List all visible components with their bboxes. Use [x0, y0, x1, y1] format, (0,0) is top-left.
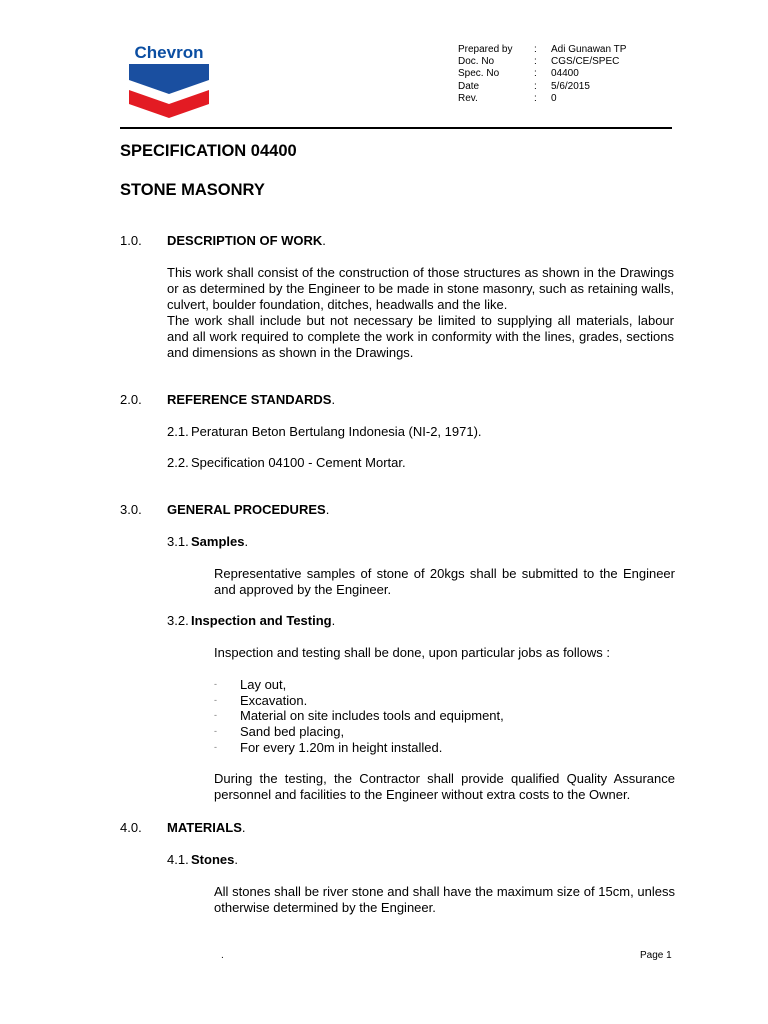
reference-item: 2.1. Peraturan Beton Bertulang Indonesia (NI-2, 1971). — [167, 424, 482, 439]
list-item: - Excavation. — [214, 692, 308, 708]
samples-paragraph: Representative samples of stone of 20kgs shall be submitted to the Engineer and approved by the Engineer. — [214, 566, 675, 597]
section-3-title: GENERAL PROCEDURES. — [167, 502, 330, 517]
meta-prepared-by: Prepared by : Adi Gunawan TP — [458, 44, 627, 55]
subsection-samples-heading: 3.1. Samples. — [167, 534, 249, 549]
section-4-number: 4.0. — [120, 820, 142, 835]
section-1-paragraph-2: The work shall include but not necessary be limited to supplying all materials, labour and all work required to complete the work in conformity with the lines, grades, sections and dimensions as shown in the Drawings. — [167, 313, 674, 360]
meta-spec-no: Spec. No : 04400 — [458, 68, 579, 80]
inspection-bullet-list — [214, 677, 504, 756]
document-meta — [458, 44, 626, 105]
spec-heading: SPECIFICATION 04400 — [120, 142, 297, 160]
section-1-body — [167, 265, 674, 361]
subsection-inspection-heading: 3.2. Inspection and Testing. — [167, 613, 336, 628]
inspection-intro: Inspection and testing shall be done, upon particular jobs as follows : — [214, 645, 611, 660]
list-item: - Sand bed placing, — [214, 724, 345, 740]
meta-date: Date : 5/6/2015 — [458, 80, 590, 92]
reference-item: 2.2. Specification 04100 - Cement Mortar. — [167, 455, 406, 470]
section-1-number: 1.0. — [120, 233, 142, 248]
meta-doc-no: Doc. No : CGS/CE/SPEC — [458, 56, 620, 68]
meta-rev: Rev. : 0 — [458, 92, 557, 104]
page-number: Page 1 — [640, 950, 672, 961]
chevron-logo — [124, 44, 214, 120]
testing-paragraph: During the testing, the Contractor shall provide qualified Quality Assurance personnel and facilities to the Engineer without extra costs to the Owner. — [214, 771, 675, 802]
section-1-paragraph-1: This work shall consist of the construction of those structures as shown in the Drawings or as determined by the Engineer to be made in stone masonry, such as retaining walls, culvert, boulder foundation, ditches, headwalls and the like. — [167, 265, 674, 312]
header-divider — [120, 127, 672, 129]
section-4-title: MATERIALS. — [167, 820, 246, 835]
section-3-number: 3.0. — [120, 502, 142, 517]
list-item: - For every 1.20m in height installed. — [214, 739, 443, 755]
logo-wordmark: Chevron — [134, 44, 204, 62]
section-2-title: REFERENCE STANDARDS. — [167, 392, 336, 407]
list-item: - Material on site includes tools and equipment, — [214, 708, 504, 724]
document-title: STONE MASONRY — [120, 181, 265, 199]
list-item: - Lay out, — [214, 677, 287, 692]
footer-mark: . — [221, 950, 224, 961]
section-1-title: DESCRIPTION OF WORK. — [167, 233, 326, 248]
stones-paragraph: All stones shall be river stone and shall have the maximum size of 15cm, unless otherwise determined by the Engineer. — [214, 884, 675, 915]
section-2-number: 2.0. — [120, 392, 142, 407]
subsection-stones-heading: 4.1. Stones. — [167, 852, 238, 867]
